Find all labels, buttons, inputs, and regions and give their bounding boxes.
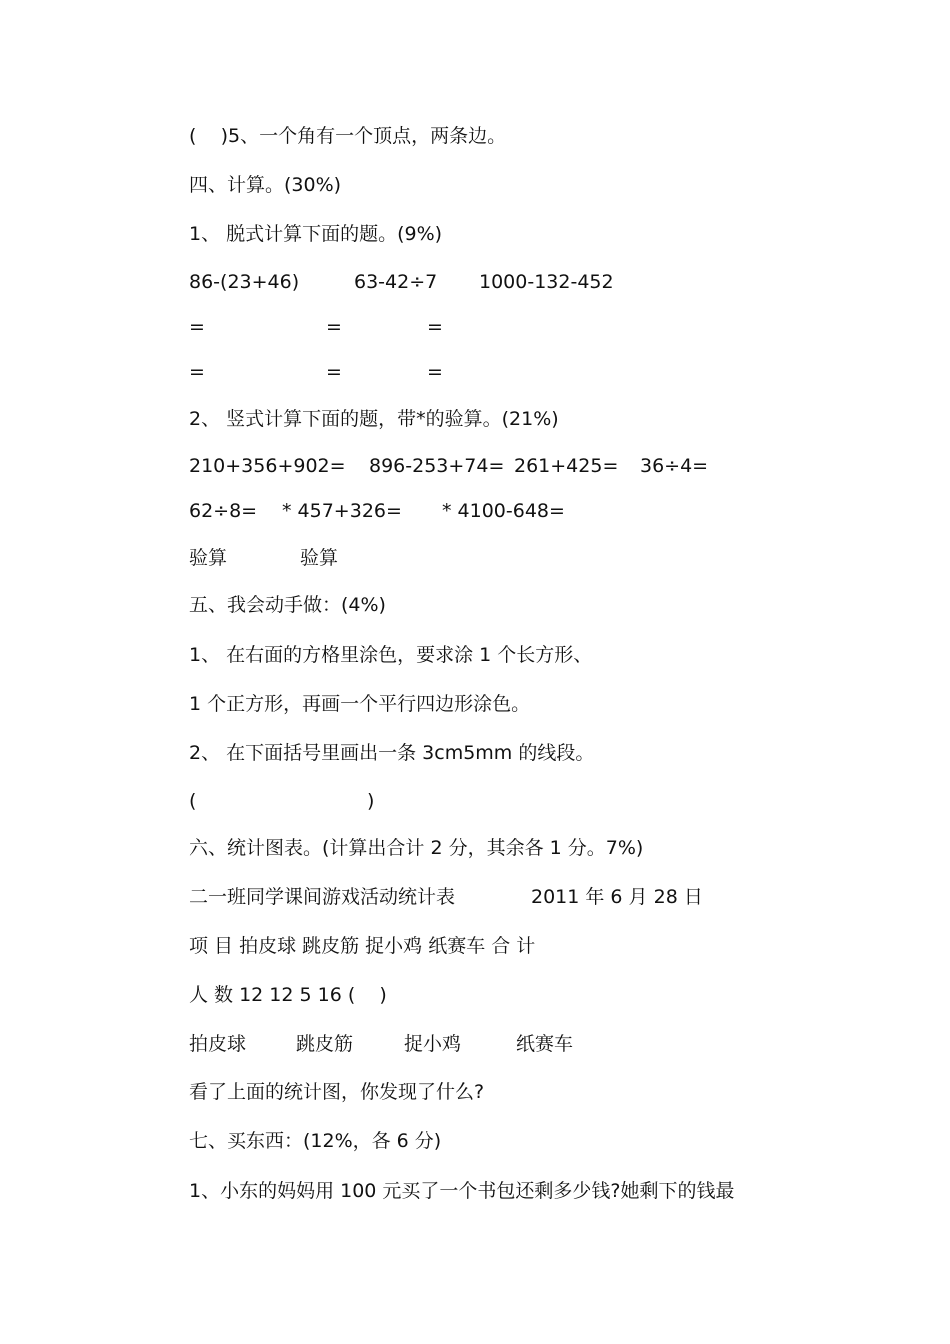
section-7-title: 七、买东西：(12%，各 6 分) xyxy=(189,1130,442,1152)
section-5-question-2: 2、 在下面括号里画出一条 3cm5mm 的线段。 xyxy=(189,742,595,764)
section-4-question-1: 1、 脱式计算下面的题。(9%) xyxy=(189,223,443,245)
section-6-title: 六、统计图表。(计算出合计 2 分，其余各 1 分。7%) xyxy=(189,837,644,859)
table-values-row: 人 数 12 12 5 16 ( ) xyxy=(189,984,387,1006)
section-5-question-1a: 1、 在右面的方格里涂色，要求涂 1 个长方形、 xyxy=(189,644,593,666)
calc-expression: 261+425= xyxy=(514,455,619,477)
equals-sign: = xyxy=(427,316,443,338)
section-4-question-2: 2、 竖式计算下面的题，带*的验算。(21%) xyxy=(189,408,559,430)
calc-expression: 210+356+902= xyxy=(189,455,346,477)
calc-expression: 36÷4= xyxy=(640,455,709,477)
answer-bracket-row xyxy=(189,788,489,814)
table-title: 二一班同学课间游戏活动统计表 xyxy=(189,886,456,908)
calc-expression: 62÷8= xyxy=(189,500,258,522)
equals-sign: = xyxy=(189,316,205,338)
check-label: 验算 xyxy=(300,547,339,569)
equals-row-1 xyxy=(189,314,789,340)
table-header-row: 项 目 拍皮球 跳皮筋 捉小鸡 纸赛车 合 计 xyxy=(189,935,536,957)
table-title-row xyxy=(189,884,749,910)
vertical-calc-row-2 xyxy=(189,498,809,524)
calc-expression: * 4100-648= xyxy=(442,500,565,522)
calc-expression: 63-42÷7 xyxy=(354,271,438,293)
equals-sign: = xyxy=(189,361,205,383)
calc-row-1 xyxy=(189,269,789,295)
calc-expression: 1000-132-452 xyxy=(479,271,614,293)
statistics-question: 看了上面的统计图，你发现了什么? xyxy=(189,1081,485,1103)
equals-sign: = xyxy=(427,361,443,383)
chart-labels-row xyxy=(189,1031,639,1057)
check-row xyxy=(189,545,489,571)
true-false-item-5: ( )5、一个角有一个顶点，两条边。 xyxy=(189,125,507,147)
open-bracket: ( xyxy=(189,790,197,812)
section-5-title: 五、我会动手做：(4%) xyxy=(189,594,386,616)
section-7-question-1: 1、小东的妈妈用 100 元买了一个书包还剩多少钱?她剩下的钱最 xyxy=(189,1180,735,1202)
section-5-question-1b: 1 个正方形，再画一个平行四边形涂色。 xyxy=(189,693,531,715)
check-label: 验算 xyxy=(189,547,228,569)
equals-sign: = xyxy=(326,316,342,338)
calc-expression: 86-(23+46) xyxy=(189,271,300,293)
calc-expression: 896-253+74= xyxy=(369,455,505,477)
chart-label: 跳皮筋 xyxy=(296,1033,354,1055)
vertical-calc-row-1 xyxy=(189,453,809,479)
calc-expression: * 457+326= xyxy=(282,500,402,522)
close-bracket: ) xyxy=(367,790,375,812)
table-date: 2011 年 6 月 28 日 xyxy=(531,886,703,908)
section-4-title: 四、计算。(30%) xyxy=(189,174,342,196)
chart-label: 捉小鸡 xyxy=(404,1033,462,1055)
equals-sign: = xyxy=(326,361,342,383)
equals-row-2 xyxy=(189,359,789,385)
chart-label: 拍皮球 xyxy=(189,1033,247,1055)
chart-label: 纸赛车 xyxy=(516,1033,574,1055)
